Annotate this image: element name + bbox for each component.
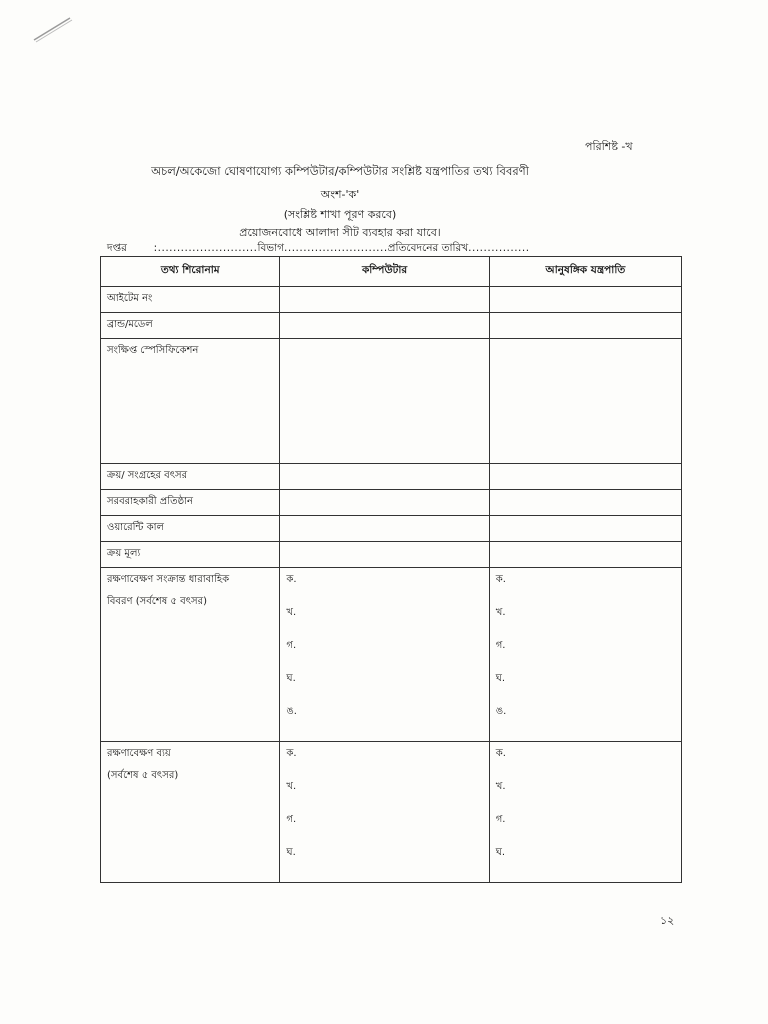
cell-computer-price[interactable] bbox=[280, 542, 489, 568]
row-label-supplier: সরবরাহকারী প্রতিষ্ঠান bbox=[101, 490, 280, 516]
history-item-ka: ক. bbox=[495, 574, 506, 585]
table-row bbox=[101, 542, 682, 568]
sheet-note: প্রয়োজনবোধে আলাদা সীট ব্যবহার করা যাবে। bbox=[239, 226, 441, 239]
cell-computer-item-no[interactable] bbox=[280, 287, 489, 313]
row-label-item-no: আইটেম নং bbox=[101, 287, 280, 313]
cell-accessories-spec[interactable] bbox=[489, 339, 681, 464]
cell-accessories-warranty[interactable] bbox=[489, 516, 681, 542]
office-info-line bbox=[107, 241, 687, 255]
division-value: ........................... bbox=[284, 242, 388, 254]
report-date-value: ................ bbox=[468, 242, 530, 254]
history-item-gha: ঘ. bbox=[286, 673, 296, 684]
table-row bbox=[101, 287, 682, 313]
office-label: দপ্তর bbox=[107, 242, 127, 254]
history-item-kha: খ. bbox=[286, 607, 297, 618]
office-value: :.......................... bbox=[153, 242, 258, 254]
history-item-uma: ঙ. bbox=[495, 706, 507, 717]
history-item-gha: ঘ. bbox=[495, 673, 506, 684]
row-label-maintenance-cost bbox=[101, 742, 280, 883]
cost-item-ka: ক. bbox=[286, 748, 297, 759]
maintenance-history-label-1: রক্ষণাবেক্ষণ সংক্রান্ত ধারাবাহিক bbox=[107, 574, 230, 585]
history-item-kha: খ. bbox=[495, 607, 506, 618]
cell-accessories-item-no[interactable] bbox=[489, 287, 681, 313]
maintenance-history-label-2: বিবরণ (সর্বশেষ ৫ বৎসর) bbox=[107, 596, 208, 607]
cost-item-gha: ঘ. bbox=[495, 847, 506, 858]
row-label-price: ক্রয় মূল্য bbox=[101, 542, 280, 568]
table-row bbox=[101, 516, 682, 542]
history-item-uma: ঙ. bbox=[286, 706, 297, 717]
info-table bbox=[100, 256, 682, 883]
cost-item-ka: ক. bbox=[495, 748, 506, 759]
pen-mark-icon bbox=[30, 14, 76, 44]
row-label-purchase-year: ক্রয়/ সংগ্রহের বৎসর bbox=[101, 464, 280, 490]
row-label-maintenance-history bbox=[101, 568, 280, 742]
cell-computer-brand-model[interactable] bbox=[280, 313, 489, 339]
report-date-label: প্রতিবেদনের তারিখ bbox=[387, 242, 469, 254]
table-row bbox=[101, 464, 682, 490]
cost-item-kha: খ. bbox=[286, 781, 297, 792]
table-row bbox=[101, 568, 682, 742]
header-accessories: আনুষঙ্গিক যন্ত্রপাতি bbox=[489, 257, 681, 287]
appendix-label: পরিশিষ্ট -খ bbox=[585, 140, 633, 153]
cost-item-kha: খ. bbox=[495, 781, 506, 792]
page-number: ১২ bbox=[660, 914, 675, 927]
row-label-brand-model: ব্রান্ড/মডেল bbox=[101, 313, 280, 339]
history-item-ga: গ. bbox=[286, 640, 297, 651]
history-item-ga: গ. bbox=[495, 640, 506, 651]
cost-item-ga: গ. bbox=[495, 814, 506, 825]
cell-accessories-purchase-year[interactable] bbox=[489, 464, 681, 490]
cell-computer-warranty[interactable] bbox=[280, 516, 489, 542]
part-label: অংশ-'ক' bbox=[320, 188, 360, 201]
maintenance-cost-label-1: রক্ষণাবেক্ষণ ব্যয় bbox=[107, 748, 171, 759]
cell-accessories-brand-model[interactable] bbox=[489, 313, 681, 339]
cell-computer-maintenance-cost[interactable] bbox=[280, 742, 489, 883]
cell-accessories-supplier[interactable] bbox=[489, 490, 681, 516]
maintenance-cost-label-2: (সর্বশেষ ৫ বৎসর) bbox=[107, 770, 179, 781]
cost-item-gha: ঘ. bbox=[286, 847, 296, 858]
filler-note: (সংশ্লিষ্ট শাখা পূরণ করবে) bbox=[283, 208, 397, 221]
row-label-warranty: ওয়ারেন্টি কাল bbox=[101, 516, 280, 542]
table-row bbox=[101, 742, 682, 883]
table-row bbox=[101, 490, 682, 516]
cell-computer-purchase-year[interactable] bbox=[280, 464, 489, 490]
header-computer: কম্পিউটার bbox=[280, 257, 489, 287]
cell-accessories-price[interactable] bbox=[489, 542, 681, 568]
cost-item-ga: গ. bbox=[286, 814, 297, 825]
cell-computer-maintenance-history[interactable] bbox=[280, 568, 489, 742]
division-label: বিভাগ bbox=[257, 242, 285, 254]
cell-computer-spec[interactable] bbox=[280, 339, 489, 464]
history-item-ka: ক. bbox=[286, 574, 297, 585]
table-row bbox=[101, 313, 682, 339]
cell-accessories-maintenance-cost[interactable] bbox=[489, 742, 681, 883]
cell-accessories-maintenance-history[interactable] bbox=[489, 568, 681, 742]
document-title: অচল/অকেজো ঘোষণাযোগ্য কম্পিউটার/কম্পিউটার সংশ্লিষ্ট যন্ত্রপাতির তথ্য বিবরণী bbox=[151, 164, 529, 178]
header-info-title: তথ্য শিরোনাম bbox=[101, 257, 280, 287]
row-label-spec: সংক্ষিপ্ত স্পেসিফিকেশন bbox=[101, 339, 280, 464]
table-row bbox=[101, 339, 682, 464]
cell-computer-supplier[interactable] bbox=[280, 490, 489, 516]
table-header-row bbox=[101, 257, 682, 287]
